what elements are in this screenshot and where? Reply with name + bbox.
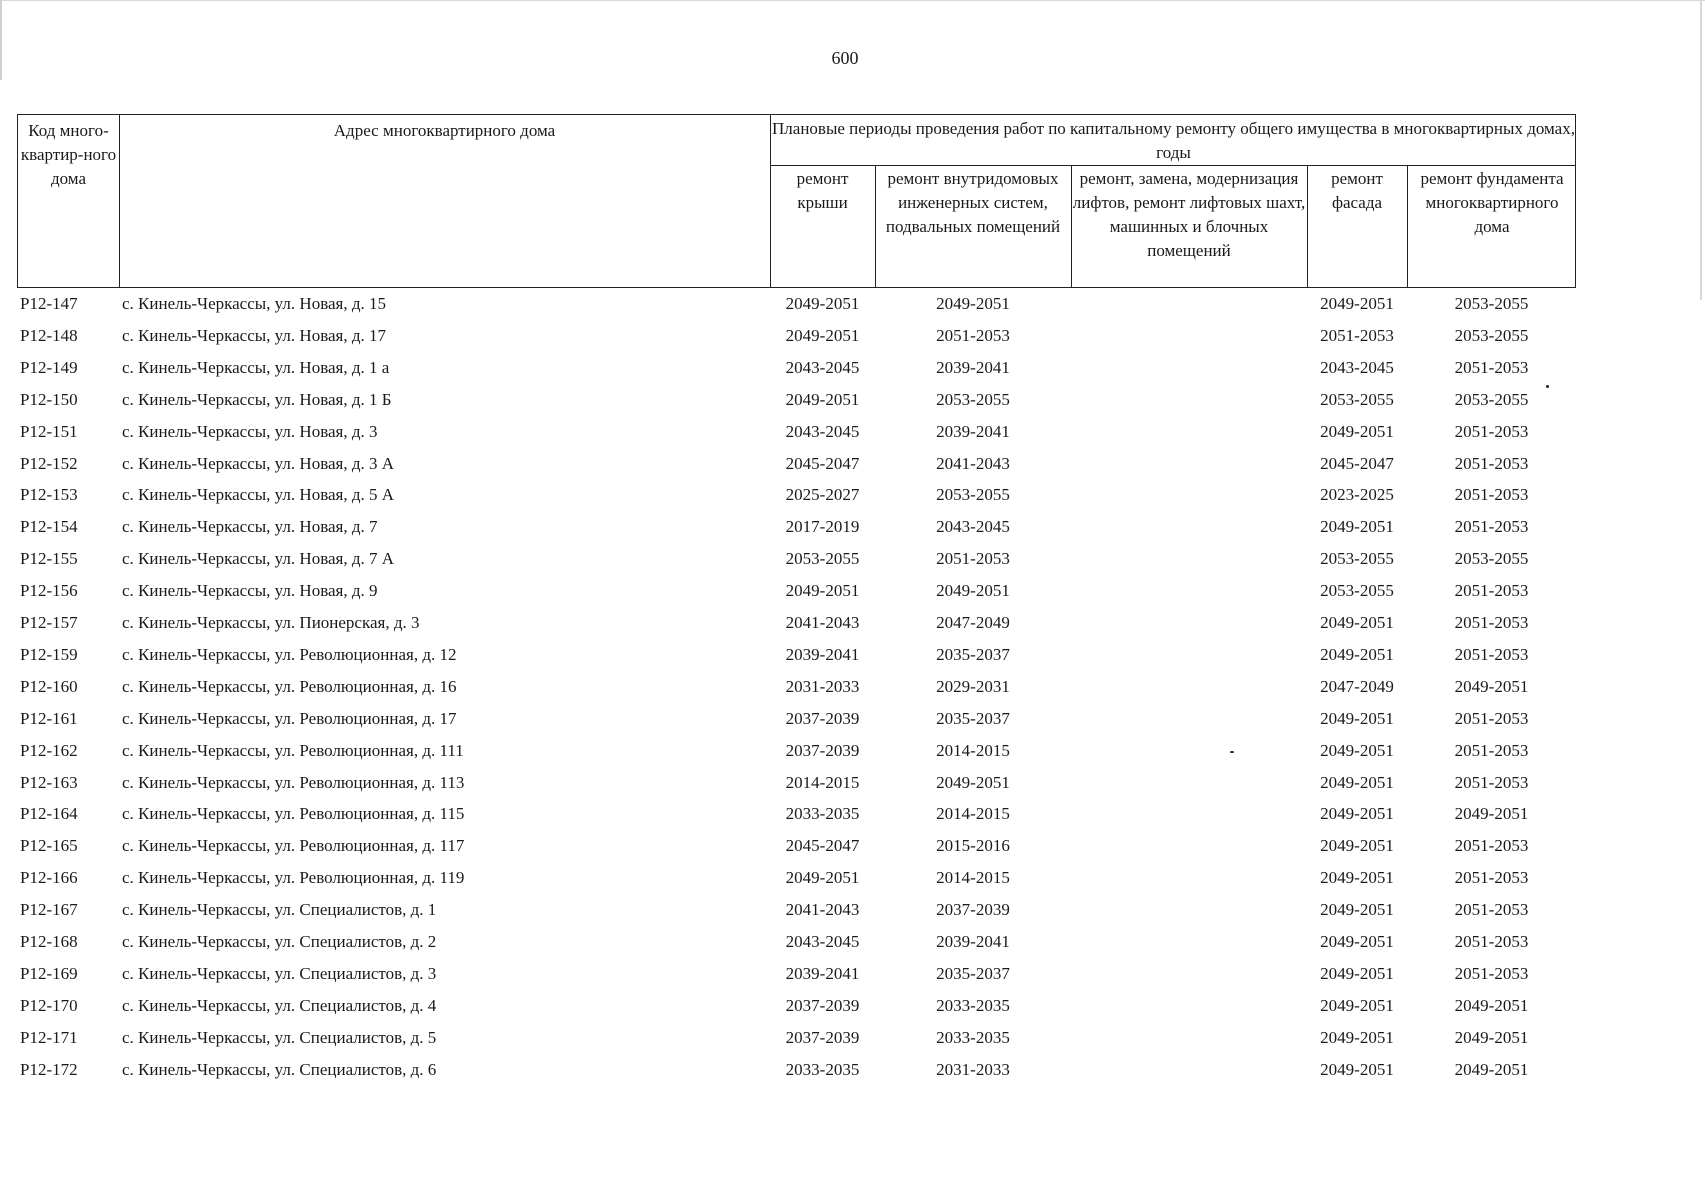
- cell-address: с. Кинель-Черкассы, ул. Революционная, д. 115: [122, 804, 465, 824]
- table-row: [0, 1054, 1705, 1086]
- cell-foundation: 2053-2055: [1454, 294, 1529, 313]
- cell-engineering: 2039-2041: [936, 357, 1010, 377]
- table-row: [0, 894, 1705, 926]
- cell-foundation: 2049-2051: [1454, 1027, 1529, 1047]
- scan-speck: [1230, 751, 1234, 753]
- cell-roof: 2049-2051: [785, 581, 860, 601]
- cell-code: P12-171: [20, 1027, 78, 1047]
- scan-edge-top: [0, 0, 1705, 11]
- cell-engineering: 2029-2031: [936, 676, 1010, 696]
- cell-code: P12-165: [20, 836, 78, 856]
- cell-facade: 2049-2051: [1320, 1027, 1394, 1047]
- cell-code: P12-167: [20, 900, 78, 920]
- table-header: [17, 114, 1576, 288]
- cell-roof: 2025-2027: [785, 485, 860, 505]
- table-row: [0, 830, 1705, 862]
- cell-foundation: 2051-2053: [1454, 900, 1529, 920]
- cell-code: P12-152: [20, 453, 78, 473]
- table-row: [0, 958, 1705, 990]
- cell-facade: 2023-2025: [1320, 485, 1394, 505]
- cell-address: с. Кинель-Черкассы, ул. Революционная, д. 113: [122, 772, 465, 792]
- table-row: [0, 671, 1705, 703]
- table-row: [0, 288, 1705, 320]
- cell-roof: 2039-2041: [785, 963, 860, 983]
- cell-roof: 2043-2045: [785, 357, 860, 377]
- cell-facade: 2051-2053: [1320, 325, 1394, 345]
- cell-roof: 2037-2039: [785, 708, 860, 728]
- cell-engineering: 2014-2015: [936, 740, 1010, 760]
- cell-foundation: 2051-2053: [1454, 708, 1529, 728]
- header-foundation: ремонт фундамента многоквартирного дома: [1420, 169, 1564, 236]
- cell-foundation: 2051-2053: [1454, 740, 1529, 760]
- cell-engineering: 2035-2037: [936, 644, 1010, 664]
- cell-roof: 2017-2019: [785, 517, 860, 537]
- cell-code: P12-160: [20, 676, 78, 696]
- table-row: [0, 767, 1705, 799]
- cell-facade: 2049-2051: [1320, 804, 1394, 824]
- cell-roof: 2037-2039: [785, 740, 860, 760]
- cell-code: P12-161: [20, 708, 78, 728]
- table-row: [0, 1022, 1705, 1054]
- cell-roof: 2033-2035: [785, 804, 860, 824]
- cell-foundation: 2051-2053: [1454, 357, 1529, 377]
- cell-address: с. Кинель-Черкассы, ул. Специалистов, д. 2: [122, 932, 437, 951]
- cell-roof: 2041-2043: [785, 613, 860, 632]
- cell-engineering: 2049-2051: [936, 772, 1010, 792]
- cell-foundation: 2051-2053: [1454, 932, 1529, 951]
- cell-roof: 2033-2035: [785, 1059, 860, 1079]
- cell-foundation: 2051-2053: [1454, 613, 1529, 632]
- cell-code: P12-159: [20, 644, 78, 664]
- cell-engineering: 2053-2055: [936, 389, 1010, 409]
- cell-engineering: 2033-2035: [936, 995, 1010, 1015]
- cell-address: с. Кинель-Черкассы, ул. Новая, д. 7: [122, 517, 378, 537]
- cell-code: P12-172: [20, 1059, 78, 1079]
- cell-roof: 2049-2051: [785, 868, 860, 888]
- cell-code: P12-155: [20, 549, 78, 569]
- cell-code: P12-151: [20, 421, 78, 441]
- table-row: [0, 735, 1705, 767]
- cell-foundation: 2051-2053: [1454, 581, 1529, 601]
- cell-foundation: 2051-2053: [1454, 836, 1529, 856]
- cell-code: P12-168: [20, 932, 78, 951]
- cell-roof: 2031-2033: [785, 676, 860, 696]
- cell-address: с. Кинель-Черкассы, ул. Специалистов, д. 6: [122, 1059, 437, 1079]
- cell-foundation: 2051-2053: [1454, 485, 1529, 505]
- cell-facade: 2043-2045: [1320, 357, 1394, 377]
- cell-code: P12-163: [20, 772, 78, 792]
- cell-code: P12-166: [20, 868, 78, 888]
- cell-foundation: 2049-2051: [1454, 1059, 1529, 1079]
- cell-code: P12-154: [20, 517, 78, 537]
- cell-engineering: 2051-2053: [936, 549, 1010, 569]
- cell-engineering: 2039-2041: [936, 932, 1010, 951]
- cell-engineering: 2015-2016: [936, 836, 1010, 856]
- header-code: Код много-квартир-ного дома: [20, 121, 117, 188]
- cell-foundation: 2049-2051: [1454, 995, 1529, 1015]
- table-row: [0, 798, 1705, 830]
- table-row: [0, 511, 1705, 543]
- cell-address: с. Кинель-Черкассы, ул. Специалистов, д. 3: [122, 963, 437, 983]
- cell-address: с. Кинель-Черкассы, ул. Революционная, д. 16: [122, 676, 457, 696]
- cell-address: с. Кинель-Черкассы, ул. Новая, д. 7 А: [122, 549, 395, 569]
- cell-code: P12-153: [20, 485, 78, 505]
- cell-roof: 2039-2041: [785, 644, 860, 664]
- cell-engineering: 2014-2015: [936, 804, 1010, 824]
- cell-code: P12-147: [20, 294, 78, 313]
- cell-address: с. Кинель-Черкассы, ул. Революционная, д. 12: [122, 644, 457, 664]
- cell-roof: 2037-2039: [785, 995, 860, 1015]
- cell-code: P12-162: [20, 740, 78, 760]
- cell-roof: 2049-2051: [785, 325, 860, 345]
- table-row: [0, 862, 1705, 894]
- header-divider: [770, 165, 1575, 166]
- cell-facade: 2053-2055: [1320, 389, 1394, 409]
- header-lifts: ремонт, замена, модернизация лифтов, ремонт лифтовых шахт, машинных и блочных помещений: [1072, 169, 1306, 260]
- cell-roof: 2041-2043: [785, 900, 860, 920]
- cell-facade: 2049-2051: [1320, 613, 1394, 632]
- cell-address: с. Кинель-Черкассы, ул. Пионерская, д. 3: [122, 613, 420, 632]
- cell-roof: 2043-2045: [785, 932, 860, 951]
- cell-facade: 2049-2051: [1320, 868, 1394, 888]
- cell-engineering: 2041-2043: [936, 453, 1010, 473]
- cell-roof: 2045-2047: [785, 836, 860, 856]
- cell-roof: 2014-2015: [785, 772, 860, 792]
- cell-address: с. Кинель-Черкассы, ул. Новая, д. 17: [122, 325, 387, 345]
- table-row: [0, 575, 1705, 607]
- scan-speck: [1546, 385, 1549, 388]
- cell-address: с. Кинель-Черкассы, ул. Революционная, д. 119: [122, 868, 465, 888]
- cell-roof: 2037-2039: [785, 1027, 860, 1047]
- cell-foundation: 2051-2053: [1454, 772, 1529, 792]
- cell-facade: 2049-2051: [1320, 421, 1394, 441]
- cell-facade: 2049-2051: [1320, 772, 1394, 792]
- cell-engineering: 2051-2053: [936, 325, 1010, 345]
- cell-address: с. Кинель-Черкассы, ул. Специалистов, д. 5: [122, 1027, 437, 1047]
- header-address: Адрес многоквартирного дома: [333, 121, 556, 140]
- cell-engineering: 2035-2037: [936, 963, 1010, 983]
- cell-foundation: 2053-2055: [1454, 325, 1529, 345]
- cell-foundation: 2051-2053: [1454, 644, 1529, 664]
- header-roof: ремонт крыши: [796, 169, 849, 212]
- table-row: [0, 639, 1705, 671]
- cell-foundation: 2051-2053: [1454, 453, 1529, 473]
- cell-foundation: 2051-2053: [1454, 963, 1529, 983]
- table-row: [0, 607, 1705, 639]
- cell-code: P12-156: [20, 581, 78, 601]
- cell-address: с. Кинель-Черкассы, ул. Новая, д. 15: [122, 294, 387, 313]
- cell-facade: 2049-2051: [1320, 900, 1394, 920]
- cell-address: с. Кинель-Черкассы, ул. Новая, д. 3: [122, 421, 378, 441]
- cell-facade: 2049-2051: [1320, 1059, 1394, 1079]
- cell-foundation: 2051-2053: [1454, 868, 1529, 888]
- header-engineering: ремонт внутридомовых инженерных систем, подвальных помещений: [885, 169, 1061, 236]
- cell-facade: 2049-2051: [1320, 740, 1394, 760]
- cell-facade: 2053-2055: [1320, 549, 1394, 569]
- table-row: [0, 416, 1705, 448]
- cell-engineering: 2035-2037: [936, 708, 1010, 728]
- cell-roof: 2043-2045: [785, 421, 860, 441]
- cell-roof: 2053-2055: [785, 549, 860, 569]
- cell-engineering: 2031-2033: [936, 1059, 1010, 1079]
- cell-engineering: 2037-2039: [936, 900, 1010, 920]
- cell-facade: 2049-2051: [1320, 294, 1394, 313]
- cell-roof: 2049-2051: [785, 389, 860, 409]
- table-row: [0, 990, 1705, 1022]
- cell-code: P12-150: [20, 389, 78, 409]
- table-row: [0, 703, 1705, 735]
- cell-address: с. Кинель-Черкассы, ул. Новая, д. 3 А: [122, 453, 395, 473]
- scan-edge-right: [1700, 0, 1702, 300]
- table-row: [0, 384, 1705, 416]
- cell-address: с. Кинель-Черкассы, ул. Новая, д. 1 Б: [122, 389, 392, 409]
- cell-address: с. Кинель-Черкассы, ул. Новая, д. 9: [122, 581, 378, 601]
- cell-foundation: 2049-2051: [1454, 676, 1529, 696]
- cell-facade: 2053-2055: [1320, 581, 1394, 601]
- cell-address: с. Кинель-Черкассы, ул. Новая, д. 5 А: [122, 485, 395, 505]
- cell-code: P12-169: [20, 963, 78, 983]
- cell-address: с. Кинель-Черкассы, ул. Революционная, д. 17: [122, 708, 457, 728]
- cell-address: с. Кинель-Черкассы, ул. Революционная, д. 117: [122, 836, 465, 856]
- cell-roof: 2049-2051: [785, 294, 860, 313]
- table-row: [0, 479, 1705, 511]
- cell-engineering: 2049-2051: [936, 294, 1010, 313]
- cell-facade: 2049-2051: [1320, 517, 1394, 537]
- cell-facade: 2049-2051: [1320, 963, 1394, 983]
- cell-facade: 2049-2051: [1320, 995, 1394, 1015]
- cell-code: P12-170: [20, 995, 78, 1015]
- cell-roof: 2045-2047: [785, 453, 860, 473]
- cell-facade: 2049-2051: [1320, 932, 1394, 951]
- cell-facade: 2049-2051: [1320, 644, 1394, 664]
- cell-engineering: 2033-2035: [936, 1027, 1010, 1047]
- cell-facade: 2049-2051: [1320, 836, 1394, 856]
- cell-code: P12-149: [20, 357, 78, 377]
- cell-engineering: 2014-2015: [936, 868, 1010, 888]
- cell-code: P12-148: [20, 325, 78, 345]
- cell-foundation: 2053-2055: [1454, 389, 1529, 409]
- cell-facade: 2049-2051: [1320, 708, 1394, 728]
- cell-facade: 2045-2047: [1320, 453, 1394, 473]
- table-row: [0, 320, 1705, 352]
- cell-code: P12-164: [20, 804, 78, 824]
- cell-address: с. Кинель-Черкассы, ул. Специалистов, д. 4: [122, 995, 437, 1015]
- cell-engineering: 2053-2055: [936, 485, 1010, 505]
- cell-address: с. Кинель-Черкассы, ул. Новая, д. 1 а: [122, 357, 390, 377]
- cell-address: с. Кинель-Черкассы, ул. Специалистов, д. 1: [122, 900, 437, 920]
- cell-engineering: 2049-2051: [936, 581, 1010, 601]
- header-group: Плановые периоды проведения работ по капитальному ремонту общего имущества в многоквартирных домах, годы: [772, 119, 1575, 162]
- page-number: 600: [831, 48, 859, 68]
- cell-address: с. Кинель-Черкассы, ул. Революционная, д. 111: [122, 740, 464, 760]
- cell-foundation: 2049-2051: [1454, 804, 1529, 824]
- cell-foundation: 2051-2053: [1454, 517, 1529, 537]
- cell-facade: 2047-2049: [1320, 676, 1394, 696]
- table-row: [0, 352, 1705, 384]
- cell-engineering: 2043-2045: [936, 517, 1010, 537]
- cell-foundation: 2051-2053: [1454, 421, 1529, 441]
- table-row: [0, 926, 1705, 958]
- table-row: [0, 448, 1705, 480]
- cell-engineering: 2039-2041: [936, 421, 1010, 441]
- header-facade: ремонт фасада: [1331, 169, 1383, 212]
- table-row: [0, 543, 1705, 575]
- cell-foundation: 2053-2055: [1454, 549, 1529, 569]
- cell-code: P12-157: [20, 613, 78, 632]
- cell-engineering: 2047-2049: [936, 613, 1010, 632]
